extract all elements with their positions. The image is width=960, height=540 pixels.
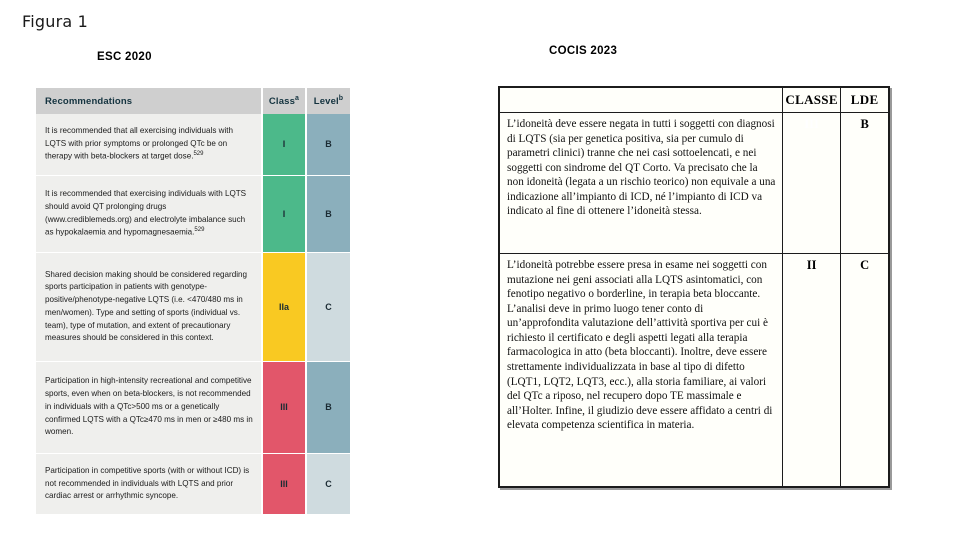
column-header-description [499,87,782,113]
level-cell: B [306,361,350,454]
recommendation-reference: 529 [193,151,204,158]
lde-cell: C [841,254,889,487]
class-cell: I [262,175,306,253]
level-cell: C [306,454,350,515]
classe-cell: II [782,254,840,487]
recommendation-text: Shared decision making should be considered regarding sports participation in patients with genotype-positive/phenotype-negative LQTS (i.e. <470/480 ms in men/women). Type and setting of sports (individual vs. team), type of mutation, and extent of precautionary measures should be considered in this context. [45,269,248,343]
classe-cell: III [782,113,840,254]
table-row [36,175,350,253]
table-row [36,454,350,515]
recommendation-reference: 529 [194,227,205,234]
column-header-level-sup: b [338,94,344,102]
column-header-lde: LDE [841,87,889,113]
page-title: Figura 1 [22,12,89,31]
recommendation-cell [36,361,262,454]
lde-cell: B [841,113,889,254]
class-cell: III [262,361,306,454]
table-header-row [499,87,889,113]
table-row [499,113,889,254]
recommendation-text: Participation in competitive sports (with or without ICD) is not recommended in individuals with LQTS and prior cardiac arrest or arrhythmic syncope. [45,465,250,501]
level-cell: C [306,253,350,361]
recommendation-cell [36,175,262,253]
table-row [36,253,350,361]
recommendation-cell [36,454,262,515]
esc-recommendations-table [36,88,350,515]
class-cell: IIa [262,253,306,361]
column-header-classe: CLASSE [782,87,840,113]
esc-panel-heading: ESC 2020 [97,51,152,63]
recommendation-cell [36,253,262,361]
recommendation-text: It is recommended that exercising individuals with LQTS should avoid QT prolonging drugs (www.crediblemeds.org) and electrolyte imbalance such as hypokalaemia and hypomagnesaemia. [45,189,247,238]
table-header-row [36,88,350,114]
column-header-level [306,88,350,114]
column-header-level-label: Level [313,96,339,108]
column-header-class-label: Class [268,96,296,108]
table-row [36,361,350,454]
recommendation-cell: L’idoneità deve essere negata in tutti i soggetti con diagnosi di LQTS (sia per genetica positiva, sia per cumulo di parametri clinici) tranne che nei casi sottoelencati, e nei soggetti con sindrome del QT Corto. Va precisato che la non idoneità (legata a un rischio teorico) non equivale a una indicazione all’impianto di ICD, né l’impianto di ICD va indicato al fine di ottenere l’idoneità stessa. [499,113,782,254]
class-cell: III [262,454,306,515]
table-row [499,254,889,487]
class-cell: I [262,114,306,175]
column-header-class-sup: a [295,94,300,102]
column-header-class [262,88,306,114]
cocis-recommendations-table [498,86,890,488]
recommendation-cell [36,114,262,175]
table-row [36,114,350,175]
level-cell: B [306,175,350,253]
recommendation-text: It is recommended that all exercising individuals with LQTS with prior symptoms or prolonged QTc be on therapy with beta-blockers at target dose. [45,125,234,162]
column-header-recommendations: Recommendations [36,88,262,114]
recommendation-text: Participation in high-intensity recreational and competitive sports, even when on beta-blockers, is not recommended in individuals with a QTc>500 ms or a genetically confirmed LQTS with a QTc≥470 ms in men or ≥480 ms in women. [45,376,253,437]
cocis-panel-heading: COCIS 2023 [549,45,618,57]
recommendation-cell: L’idoneità potrebbe essere presa in esame nei soggetti con mutazione nei geni associati alla LQTS asintomatici, con fenotipo negativo o borderline, in terapia beta bloccante. L’analisi deve in primo luogo tener conto di un’approfondita valutazione dell’attività sportiva per cui è richiesto il certificato e degli aspetti legati alla terapia farmacologica in atto (beta bloccanti). Inoltre, deve essere strettamente individualizzata in base al tipo di difetto (LQT1, LQT2, LQT3, ecc.), alla storia familiare, ai valori del QTc a riposo, nel recupero dopo TE massimale e all’Holter. Infine, il giudizio deve essere affidato a centri di elevata competenza scientifica in materia. [499,254,782,487]
level-cell: B [306,114,350,175]
